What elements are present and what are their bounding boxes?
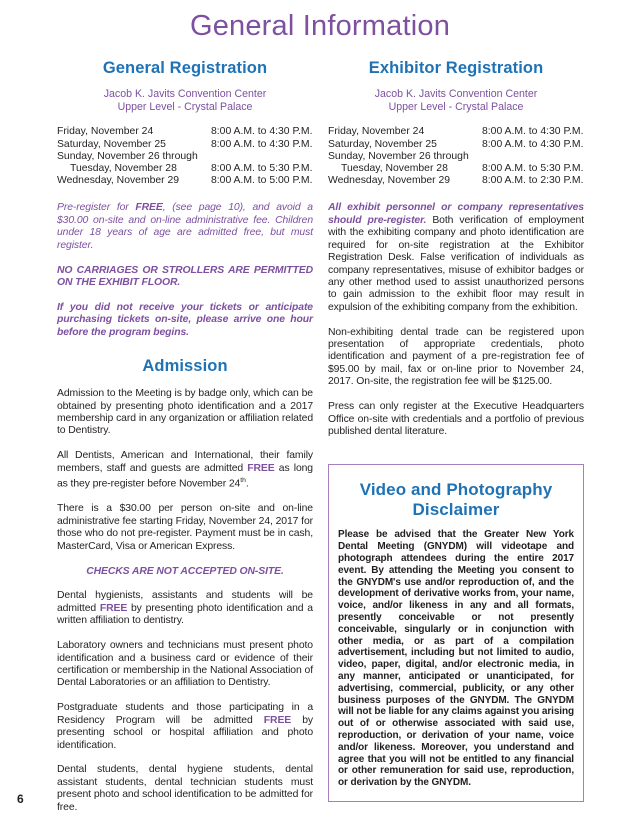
admission-paragraph-fee [57, 503, 313, 553]
schedule-time: 8:00 A.M. to 4:30 P.M. [482, 126, 584, 138]
exhibitor-personnel-paragraph [328, 202, 584, 314]
text-segment: If you did not receive your tickets or anticipate purchasing tickets on-site, please arrive one hour before the program begins. [57, 301, 313, 338]
schedule-row [328, 139, 584, 151]
checks-not-accepted-note [57, 566, 313, 578]
two-column-layout [0, 43, 640, 819]
admission-paragraph-dentists-free [57, 450, 313, 491]
schedule-row [57, 126, 313, 138]
schedule-row [57, 151, 313, 163]
video-photography-disclaimer-box [328, 464, 584, 802]
venue-line-1: Jacob K. Javits Convention Center [103, 88, 267, 100]
text-segment: FREE [263, 714, 292, 726]
admission-paragraph-students [57, 764, 313, 814]
schedule-time: 8:00 A.M. to 5:00 P.M. [211, 175, 313, 187]
text-segment: , (see page 10), and avoid a $30.00 on-site and on-line administrative fee. Children under 18 years of age are admitted free, but must register. [57, 202, 313, 251]
schedule-day: Wednesday, November 29 [57, 175, 180, 187]
text-segment: There is a $30.00 per person on-site and on-line administrative fee starting Friday, November 24, 2017 for those who do not pre-register. Payment must be in cash, MasterCard, Visa or American Express. [57, 503, 313, 552]
schedule-row [328, 151, 584, 163]
left-column [57, 59, 313, 819]
disclaimer-heading: Video and Photography Disclaimer [359, 480, 553, 520]
tickets-note [57, 302, 313, 339]
exhibitor-registration-venue [328, 88, 584, 114]
text-segment: All Dentists, American and International, their family members, staff and guests are admitted [57, 450, 313, 474]
text-segment: FREE [247, 462, 275, 474]
text-segment: by presenting photo identification and a written affiliation to dentistry. [57, 602, 313, 627]
text-segment: FREE [135, 202, 163, 214]
text-segment: . [245, 478, 249, 490]
schedule-day: Tuesday, November 28 [70, 163, 177, 175]
schedule-time: 8:00 A.M. to 5:30 P.M. [211, 163, 313, 175]
text-segment: Both verification of employment with the exhibiting company and photo identification are required for on-site registration at the Exhibitor Registration Desk. False verification of individuals as company representatives, misuse of exhibitor badges or any other method used to assist unauthorized persons to gain admission to the exhibit floor may result in expulsion of the exhibiting company from the exhibition. [328, 214, 584, 313]
right-column [328, 59, 584, 819]
schedule-row [57, 175, 313, 187]
page-number: 6 [17, 792, 24, 806]
schedule-day: Saturday, November 25 [328, 138, 437, 150]
schedule-row [57, 163, 313, 175]
schedule-day: Friday, November 24 [328, 126, 425, 138]
disclaimer-body: Please be advised that the Greater New York Dental Meeting (GNYDM) will videotape and photograph attendees during the entire 2017 event. By attending the Meeting you consent to the GNYDM's use and/or reproduction of, and the development of derivative works from, your name, voice, and/or likeness in any and all formats, presently conceivable or not presently conceivable, singularly or in conjunction with other media, or as part of a compilation advertisement, including but not limited to audio, video, paper, digital, and/or electronic media, in any manner, anticipated or unanticipated, for advertising, commercial, publicity, or any other business purposes of the GNYDM. The GNYDM will not be liable for any claims against you arising out of or otherwise associated with said use, reproduction, or derivation of your name, voice and/or likeness. Moreover, you understand and agree that you will not be entitled to any financial or other remuneration for said use, reproduction, or derivation by the GNYDM. [338, 529, 574, 789]
text-segment: as long as they pre-register before November 24 [57, 462, 313, 490]
text-segment: Laboratory owners and technicians must present photo identification and a business card or evidence of their certification or membership in the National Association of Dental Laboratories or an affiliation to Dentistry. [57, 640, 313, 689]
text-segment: th [240, 477, 246, 485]
schedule-row [328, 163, 584, 175]
schedule-time: 8:00 A.M. to 4:30 P.M. [211, 138, 313, 150]
schedule-row [328, 126, 584, 138]
text-segment: Non-exhibiting dental trade can be registered upon presentation of appropriate credentials, photo identification and payment of a pre-registration fee of $95.00 by mail, fax or on-line prior to November 24, 2017. On-site, the registration fee will be $125.00. [328, 326, 584, 388]
text-segment: Press can only register at the Executive Headquarters Office on-site with credentials and a portfolio of previous published dental literature. [328, 401, 584, 437]
admission-paragraph-hygienists [57, 590, 313, 627]
schedule-row [57, 139, 313, 151]
admission-paragraph-badge [57, 388, 313, 438]
schedule-day: Tuesday, November 28 [341, 163, 448, 175]
general-registration-venue [57, 88, 313, 114]
no-carriages-note [57, 265, 313, 290]
schedule-time: 8:00 A.M. to 5:30 P.M. [482, 163, 584, 175]
exhibitor-registration-heading: Exhibitor Registration [368, 59, 544, 77]
text-segment: All exhibit personnel or company representatives should pre-register. [328, 202, 584, 226]
text-segment: Admission to the Meeting is by badge only, which can be obtained by presenting photo identification and a 2017 membership card in any organization or affiliation related to Dentistry. [57, 388, 313, 437]
press-registration-paragraph [328, 401, 584, 438]
admission-paragraph-laboratory [57, 640, 313, 690]
text-segment: NO CARRIAGES OR STROLLERS ARE PERMITTED ON THE EXHIBIT FLOOR. [57, 264, 313, 289]
schedule-day: Saturday, November 25 [57, 138, 166, 150]
schedule-time [211, 151, 313, 163]
schedule-day: Sunday, November 26 through [57, 150, 198, 162]
schedule-day: Sunday, November 26 through [328, 150, 469, 162]
text-segment: Postgraduate students and those participating in a Residency Program will be admitted [57, 702, 313, 726]
venue-line-2: Upper Level - Crystal Palace [388, 101, 524, 114]
schedule-row [328, 175, 584, 187]
general-registration-schedule [57, 126, 313, 187]
admission-paragraph-postgraduate [57, 702, 313, 752]
text-segment: FREE [99, 602, 128, 614]
pre-register-note [57, 202, 313, 252]
admission-heading: Admission [142, 357, 228, 376]
text-segment: Pre-register for [57, 202, 136, 214]
schedule-time: 8:00 A.M. to 4:30 P.M. [482, 138, 584, 150]
text-segment: CHECKS ARE NOT ACCEPTED ON-SITE. [86, 565, 284, 577]
exhibitor-registration-schedule [328, 126, 584, 187]
schedule-time [482, 151, 584, 163]
page-title: General Information [189, 10, 451, 42]
venue-line-2: Upper Level - Crystal Palace [117, 101, 253, 114]
text-segment: by presenting school or hospital affiliation and photo identification. [57, 714, 314, 751]
text-segment: Dental hygienists, assistants and students will be admitted [57, 590, 313, 614]
schedule-day: Friday, November 24 [57, 126, 154, 138]
schedule-time: 8:00 A.M. to 2:30 P.M. [482, 175, 584, 187]
text-segment: Dental students, dental hygiene students, dental assistant students, dental technician students must present photo and school identification to be admitted for free. [57, 764, 313, 813]
general-registration-heading: General Registration [102, 59, 268, 77]
schedule-day: Wednesday, November 29 [328, 175, 451, 187]
non-exhibiting-trade-paragraph [328, 327, 584, 389]
venue-line-1: Jacob K. Javits Convention Center [374, 88, 538, 100]
schedule-time: 8:00 A.M. to 4:30 P.M. [211, 126, 313, 138]
